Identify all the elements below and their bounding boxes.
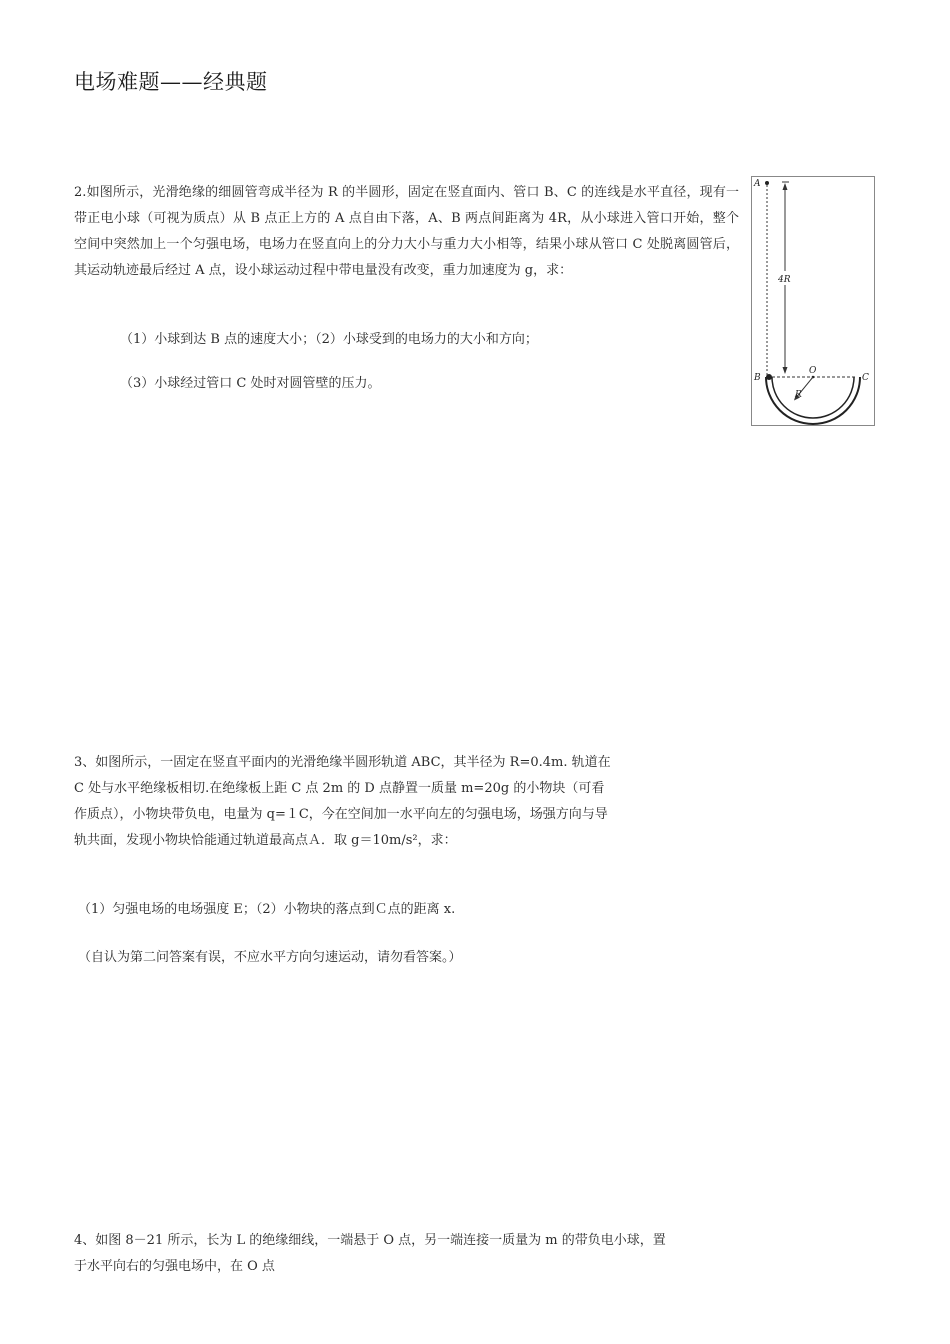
label-c: C bbox=[862, 373, 869, 383]
tube-inner-wall bbox=[772, 377, 854, 418]
question-2-subquestions-1-2: （1）小球到达 B 点的速度大小；（2）小球受到的电场力的大小和方向； bbox=[120, 332, 538, 347]
label-b: B bbox=[754, 373, 761, 383]
semicircle-tube-diagram bbox=[752, 177, 874, 425]
label-r: R bbox=[795, 390, 802, 400]
question-2-text: 2.如图所示，光滑绝缘的细圆管弯成半径为 R 的半圆形，固定在竖直面内、管口 B、C 的连线是水平直径，现有一带正电小球（可视为质点）从 B 点正上方的 A 点自由下落，A、B 两点间距离为 4R，从小球进入管口开始，整个空间中突然加上一个匀强电场，电场力在竖直向上的分力大小与重力大小相等，结果小球从管口 C 处脱离圆管后，其运动轨迹最后经过 A 点，设小球运动过程中带电量没有改变，重力加速度为 g，求： bbox=[74, 185, 739, 278]
page-title: 电场难题——经典题 bbox=[74, 70, 268, 94]
label-a: A bbox=[754, 179, 761, 189]
label-4r: 4R bbox=[778, 275, 791, 285]
question-3-subquestions: （1）匀强电场的电场强度 E；（2）小物块的落点到Ｃ点的距离 x. bbox=[78, 902, 456, 917]
question-2-figure bbox=[751, 176, 875, 426]
label-o: O bbox=[809, 366, 817, 376]
question-3-text: 3、如图所示，一固定在竖直平面内的光滑绝缘半圆形轨道 ABC，其半径为 R=0.4m. 轨道在 C 处与水平绝缘板相切.在绝缘板上距 C 点 2m 的 D 点静置一质量 m=20g 的小物块（可看作质点），小物块带负电，电量为 q=１C，今在空间加一水平向左的匀强电场，场强方向与导轨共面，发现小物块恰能通过轨道最高点Ａ．取 g＝10m/s²，求： bbox=[74, 755, 611, 848]
point-a-dot bbox=[765, 181, 769, 185]
question-3-note: （自认为第二问答案有误，不应水平方向匀速运动，请勿看答案。） bbox=[78, 950, 462, 965]
question-4-text: 4、如图 8－21 所示，长为 L 的绝缘细线，一端悬于 O 点，另一端连接一质量为 m 的带负电小球，置于水平向右的匀强电场中，在 O 点 bbox=[74, 1233, 666, 1274]
arrow-down-icon bbox=[783, 367, 788, 374]
ball-at-b bbox=[766, 374, 772, 380]
question-2-subquestion-3: （3）小球经过管口 C 处时对圆管壁的压力。 bbox=[120, 376, 381, 391]
arrow-up-icon bbox=[783, 183, 788, 190]
